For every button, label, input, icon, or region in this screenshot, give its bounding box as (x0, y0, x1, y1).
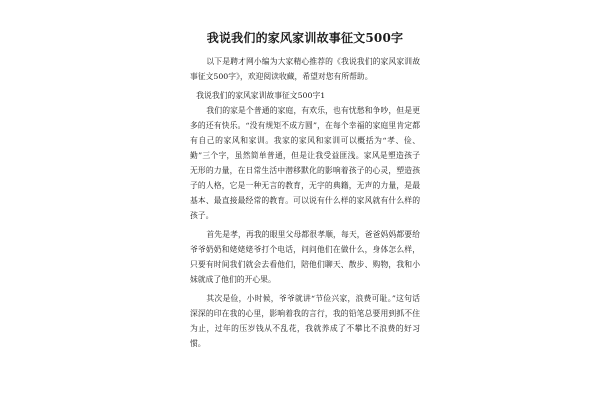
body-paragraph: 我们的家是个普通的家庭，有欢乐，也有忧愁和争吵，但是更多的还有快乐。“没有规矩不成方圆”，在每个幸福的家庭里肯定都有自己的家风和家训。我家的家风和家训可以概括为“孝、俭、勤”三个字，虽然简单普通，但是让我受益匪浅。家风是塑造孩子无形的力量，在日常生活中潜移默化的影响着孩子的心灵，塑造孩子的人格，它是一种无言的教育，无字的典籍，无声的力量，是最基本、最直接最经常的教育。可以说有什么样的家风就有什么样的孩子。 (190, 106, 420, 220)
document-title: 我说我们的家风家训故事征文500字 (206, 31, 404, 45)
section-subtitle: 我说我们的家风家训故事征文500字1 (196, 91, 326, 100)
body-paragraph: 首先是孝，再我的眼里父母都很孝顺，每天，爸爸妈妈都要给爷爷奶奶和姥姥姥爷打个电话，问问他们在做什么，身体怎么样，只要有时间我们就会去看他们，陪他们聊天、散步、购物，我和小妹就成了他们的开心果。 (190, 230, 420, 284)
document-page (190, 30, 420, 355)
body-paragraph: 其次是俭，小时候，爷爷就讲“节俭兴家，浪费可耻。”这句话深深的印在我的心里，影响着我的言行，我的铅笔总要用到抓不住为止，过年的压岁钱从不乱花，我就养成了不攀比不浪费的好习惯。 (190, 294, 420, 348)
intro-paragraph: 以下是聘才网小编为大家精心推荐的《我说我们的家风家训故事征文500字》，欢迎阅读收藏，希望对您有所帮助。 (190, 57, 420, 81)
